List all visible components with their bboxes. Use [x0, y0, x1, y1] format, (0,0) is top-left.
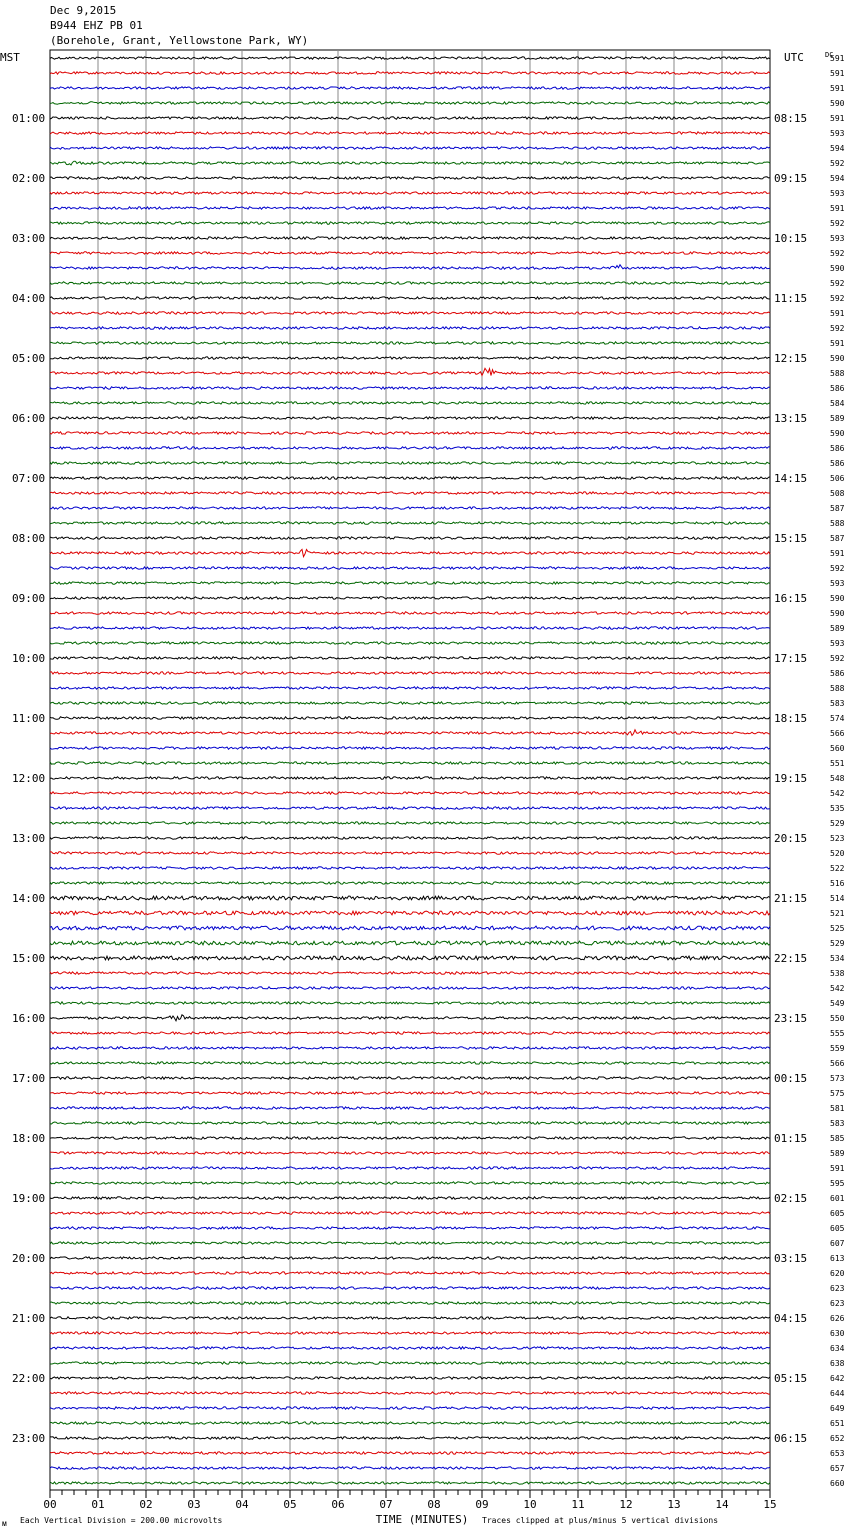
dc-offset-label: 592 [830, 249, 845, 258]
dc-offset-label: 634 [830, 1344, 845, 1353]
x-tick-label: 02 [139, 1498, 153, 1511]
mst-hour-label: 17:00 [12, 1072, 46, 1085]
x-tick-label: 14 [715, 1498, 729, 1511]
x-tick-label: 06 [331, 1498, 345, 1511]
utc-hour-label: 00:15 [774, 1072, 808, 1085]
dc-offset-label: 591 [830, 339, 845, 348]
dc-offset-label: 566 [830, 729, 845, 738]
seismic-trace [50, 1332, 770, 1334]
x-tick-label: 00 [43, 1498, 57, 1511]
mst-hour-label: 22:00 [12, 1372, 46, 1385]
seismic-trace [50, 687, 770, 689]
mst-hour-label: 13:00 [12, 832, 46, 845]
utc-hour-label: 05:15 [774, 1372, 808, 1385]
mst-hour-label: 23:00 [12, 1432, 46, 1445]
seismic-trace [50, 822, 770, 824]
mst-hour-label: 08:00 [12, 532, 46, 545]
seismic-trace [50, 792, 770, 794]
seismic-trace [50, 147, 770, 149]
dc-label: DC [825, 51, 834, 59]
dc-offset-label: 586 [830, 444, 845, 453]
seismic-trace [50, 342, 770, 344]
dc-offset-label: 588 [830, 684, 845, 693]
mst-hour-label: 16:00 [12, 1012, 46, 1025]
seismic-trace [50, 1092, 770, 1094]
dc-offset-label: 652 [830, 1434, 845, 1443]
utc-hour-label: 02:15 [774, 1192, 808, 1205]
dc-offset-label: 595 [830, 1179, 845, 1188]
dc-offset-label: 583 [830, 1119, 845, 1128]
dc-offset-label: 583 [830, 699, 845, 708]
seismic-trace [50, 297, 770, 299]
seismic-trace [50, 1317, 770, 1319]
utc-hour-label: 12:15 [774, 352, 808, 365]
seismic-trace [50, 1167, 770, 1169]
clipping-note: Traces clipped at plus/minus 5 vertical divisions [482, 1516, 719, 1525]
dc-offset-label: 601 [830, 1194, 845, 1203]
mst-hour-label: 19:00 [12, 1192, 46, 1205]
mst-hour-label: 09:00 [12, 592, 46, 605]
seismic-trace [50, 1242, 770, 1244]
dc-offset-label: 573 [830, 1074, 845, 1083]
seismic-trace [50, 207, 770, 209]
dc-offset-label: 581 [830, 1104, 845, 1113]
utc-hour-label: 23:15 [774, 1012, 808, 1025]
dc-offset-label: 592 [830, 159, 845, 168]
seismic-trace [50, 1212, 770, 1214]
seismic-trace [50, 956, 770, 960]
dc-offset-label: 591 [830, 309, 845, 318]
dc-offset-label: 590 [830, 264, 845, 273]
dc-offset-label: 593 [830, 129, 845, 138]
seismic-trace [50, 1347, 770, 1349]
dc-offset-label: 542 [830, 789, 845, 798]
x-tick-label: 05 [283, 1498, 297, 1511]
dc-offset-label: 555 [830, 1029, 845, 1038]
dc-offset-label: 508 [830, 489, 845, 498]
dc-offset-label: 626 [830, 1314, 845, 1323]
x-tick-label: 13 [667, 1498, 681, 1511]
dc-offset-label: 594 [830, 144, 845, 153]
dc-offset-label: 522 [830, 864, 845, 873]
utc-hour-label: 13:15 [774, 412, 808, 425]
mst-label: MST [0, 51, 20, 64]
seismic-trace [50, 432, 770, 434]
utc-hour-label: 21:15 [774, 892, 808, 905]
dc-offset-label: 638 [830, 1359, 845, 1368]
mst-hour-label: 06:00 [12, 412, 46, 425]
station-title: B944 EHZ PB 01 [50, 19, 143, 32]
seismic-trace [50, 368, 770, 375]
dc-offset-label: 529 [830, 939, 845, 948]
seismic-trace [50, 1392, 770, 1394]
seismic-trace [50, 612, 770, 614]
dc-offset-label: 514 [830, 894, 845, 903]
utc-hour-label: 15:15 [774, 532, 808, 545]
dc-offset-label: 560 [830, 744, 845, 753]
seismic-trace [50, 522, 770, 524]
dc-offset-label: 529 [830, 819, 845, 828]
dc-offset-label: 651 [830, 1419, 845, 1428]
seismic-trace [50, 1437, 770, 1439]
dc-offset-label: 575 [830, 1089, 845, 1098]
dc-offset-label: 585 [830, 1134, 845, 1143]
x-tick-label: 07 [379, 1498, 393, 1511]
mst-hour-label: 14:00 [12, 892, 46, 905]
mst-hour-label: 18:00 [12, 1132, 46, 1145]
seismic-trace [50, 972, 770, 974]
date-title: Dec 9,2015 [50, 4, 117, 17]
seismic-trace [50, 1002, 770, 1004]
x-tick-label: 04 [235, 1498, 249, 1511]
mst-hour-label: 20:00 [12, 1252, 46, 1265]
seismic-trace [50, 507, 770, 509]
dc-offset-label: 521 [830, 909, 845, 918]
seismic-trace [50, 357, 770, 359]
seismic-trace [50, 312, 770, 314]
seismic-trace [50, 762, 770, 764]
seismic-trace [50, 926, 770, 930]
seismic-trace [50, 102, 770, 104]
seismic-trace [50, 1197, 770, 1199]
seismic-trace [50, 1257, 770, 1259]
seismic-trace [50, 265, 770, 270]
dc-offset-label: 584 [830, 399, 845, 408]
seismic-trace [50, 672, 770, 674]
dc-offset-label: 590 [830, 429, 845, 438]
dc-offset-label: 592 [830, 654, 845, 663]
dc-offset-label: 548 [830, 774, 845, 783]
dc-offset-label: 587 [830, 534, 845, 543]
seismic-trace [50, 882, 770, 884]
mst-hour-label: 21:00 [12, 1312, 46, 1325]
dc-offset-label: 588 [830, 519, 845, 528]
seismic-trace [50, 1182, 770, 1184]
seismic-trace [50, 57, 770, 59]
seismic-trace [50, 492, 770, 494]
seismic-trace [50, 852, 770, 854]
utc-hour-label: 18:15 [774, 712, 808, 725]
dc-offset-label: 593 [830, 579, 845, 588]
dc-offset-label: 535 [830, 804, 845, 813]
dc-offset-label: 593 [830, 189, 845, 198]
utc-hour-label: 14:15 [774, 472, 808, 485]
seismic-trace [50, 72, 770, 74]
seismic-trace [50, 941, 770, 945]
dc-offset-label: 589 [830, 1149, 845, 1158]
utc-hour-label: 06:15 [774, 1432, 808, 1445]
dc-offset-label: 620 [830, 1269, 845, 1278]
utc-label: UTC [784, 51, 804, 64]
seismic-trace [50, 911, 770, 915]
dc-offset-label: 644 [830, 1389, 845, 1398]
dc-offset-label: 538 [830, 969, 845, 978]
seismic-trace [50, 867, 770, 869]
dc-offset-label: 520 [830, 849, 845, 858]
utc-hour-label: 22:15 [774, 952, 808, 965]
seismic-trace [50, 1107, 770, 1109]
dc-offset-label: 593 [830, 234, 845, 243]
dc-offset-label: 592 [830, 294, 845, 303]
dc-offset-label: 590 [830, 99, 845, 108]
mst-hour-label: 10:00 [12, 652, 46, 665]
seismic-trace [50, 87, 770, 89]
seismic-trace [50, 567, 770, 569]
mst-hour-label: 15:00 [12, 952, 46, 965]
seismic-trace [50, 717, 770, 719]
seismic-trace [50, 327, 770, 329]
x-tick-label: 03 [187, 1498, 201, 1511]
seismic-trace [50, 1032, 770, 1034]
dc-offset-label: 534 [830, 954, 845, 963]
seismic-trace [50, 117, 770, 119]
dc-offset-label: 613 [830, 1254, 845, 1263]
seismic-trace [50, 777, 770, 779]
dc-offset-label: 591 [830, 549, 845, 558]
seismic-trace [50, 1152, 770, 1154]
x-tick-label: 10 [523, 1498, 537, 1511]
mst-hour-label: 05:00 [12, 352, 46, 365]
dc-offset-label: 591 [830, 54, 845, 63]
mst-hour-label: 12:00 [12, 772, 46, 785]
seismic-trace [50, 747, 770, 749]
dc-offset-label: 660 [830, 1479, 845, 1488]
dc-offset-label: 623 [830, 1299, 845, 1308]
seismic-trace [50, 1227, 770, 1229]
utc-hour-label: 20:15 [774, 832, 808, 845]
seismic-trace [50, 549, 770, 556]
dc-offset-label: 592 [830, 564, 845, 573]
dc-offset-label: 574 [830, 714, 845, 723]
seismic-trace [50, 387, 770, 389]
seismic-trace [50, 642, 770, 644]
seismic-trace [50, 582, 770, 584]
seismic-trace [50, 730, 770, 736]
dc-offset-label: 566 [830, 1059, 845, 1068]
seismic-trace [50, 222, 770, 224]
seismic-trace [50, 702, 770, 704]
utc-hour-label: 10:15 [774, 232, 808, 245]
dc-offset-label: 630 [830, 1329, 845, 1338]
utc-hour-label: 09:15 [774, 172, 808, 185]
seismic-trace [50, 132, 770, 134]
dc-offset-label: 588 [830, 369, 845, 378]
seismic-trace [50, 1362, 770, 1364]
location-title: (Borehole, Grant, Yellowstone Park, WY) [50, 34, 309, 47]
seismic-trace [50, 1122, 770, 1124]
seismic-trace [50, 1467, 770, 1469]
dc-offset-label: 657 [830, 1464, 845, 1473]
dc-offset-label: 587 [830, 504, 845, 513]
mst-hour-label: 11:00 [12, 712, 46, 725]
dc-offset-label: 592 [830, 324, 845, 333]
dc-offset-label: 551 [830, 759, 845, 768]
seismic-trace [50, 252, 770, 254]
seismic-trace [50, 417, 770, 419]
seismic-trace [50, 1422, 770, 1424]
dc-offset-label: 592 [830, 279, 845, 288]
dc-offset-label: 586 [830, 669, 845, 678]
x-tick-label: 15 [763, 1498, 777, 1511]
seismic-trace [50, 462, 770, 464]
seismic-trace [50, 1272, 770, 1274]
dc-offset-label: 591 [830, 114, 845, 123]
seismic-trace [50, 837, 770, 839]
utc-hour-label: 03:15 [774, 1252, 808, 1265]
dc-offset-label: 586 [830, 459, 845, 468]
seismic-trace [50, 987, 770, 989]
dc-offset-label: 594 [830, 174, 845, 183]
dc-offset-label: 591 [830, 204, 845, 213]
dc-offset-label: 591 [830, 1164, 845, 1173]
seismic-trace [50, 807, 770, 809]
utc-hour-label: 19:15 [774, 772, 808, 785]
x-tick-label: 09 [475, 1498, 489, 1511]
seismic-trace [50, 402, 770, 404]
dc-offset-label: 523 [830, 834, 845, 843]
dc-offset-label: 591 [830, 69, 845, 78]
seismic-trace [50, 1377, 770, 1379]
seismic-trace [50, 1062, 770, 1064]
dc-offset-label: 589 [830, 624, 845, 633]
seismic-trace [50, 177, 770, 179]
utc-hour-label: 04:15 [774, 1312, 808, 1325]
seismic-trace [50, 237, 770, 239]
dc-offset-label: 623 [830, 1284, 845, 1293]
seismic-trace [50, 282, 770, 284]
mst-hour-label: 07:00 [12, 472, 46, 485]
x-tick-label: 08 [427, 1498, 441, 1511]
x-tick-label: 01 [91, 1498, 105, 1511]
dc-offset-label: 549 [830, 999, 845, 1008]
utc-hour-label: 01:15 [774, 1132, 808, 1145]
seismic-trace [50, 477, 770, 479]
dc-offset-label: 586 [830, 384, 845, 393]
seismic-trace [50, 1482, 770, 1484]
seismic-trace [50, 537, 770, 539]
seismic-trace [50, 1137, 770, 1139]
utc-hour-label: 17:15 [774, 652, 808, 665]
vertical-division-note: Each Vertical Division = 200.00 microvolts [20, 1516, 223, 1525]
utc-hour-label: 08:15 [774, 112, 808, 125]
seismic-trace [50, 1047, 770, 1049]
footer-mark: ᴍ [2, 1519, 7, 1528]
dc-offset-label: 525 [830, 924, 845, 933]
dc-offset-label: 589 [830, 414, 845, 423]
dc-offset-label: 642 [830, 1374, 845, 1383]
mst-hour-label: 03:00 [12, 232, 46, 245]
dc-offset-label: 550 [830, 1014, 845, 1023]
dc-offset-label: 590 [830, 354, 845, 363]
dc-offset-label: 590 [830, 609, 845, 618]
seismic-trace [50, 896, 770, 900]
seismic-trace [50, 1407, 770, 1409]
seismic-trace [50, 627, 770, 629]
seismic-trace [50, 1452, 770, 1454]
seismic-trace [50, 192, 770, 194]
x-tick-label: 11 [571, 1498, 585, 1511]
dc-offset-label: 605 [830, 1224, 845, 1233]
mst-hour-label: 04:00 [12, 292, 46, 305]
x-axis-title: TIME (MINUTES) [375, 1513, 469, 1526]
dc-offset-label: 506 [830, 474, 845, 483]
x-tick-label: 12 [619, 1498, 633, 1511]
dc-offset-label: 593 [830, 639, 845, 648]
mst-hour-label: 01:00 [12, 112, 46, 125]
dc-offset-label: 559 [830, 1044, 845, 1053]
dc-offset-label: 653 [830, 1449, 845, 1458]
dc-offset-label: 542 [830, 984, 845, 993]
dc-offset-label: 516 [830, 879, 845, 888]
dc-offset-label: 592 [830, 219, 845, 228]
seismic-trace [50, 1015, 770, 1021]
dc-offset-label: 607 [830, 1239, 845, 1248]
seismic-trace [50, 657, 770, 659]
seismic-trace [50, 1287, 770, 1289]
mst-hour-label: 02:00 [12, 172, 46, 185]
seismic-trace [50, 1302, 770, 1304]
seismic-trace [50, 447, 770, 449]
seismic-trace [50, 1077, 770, 1079]
seismic-trace [50, 161, 770, 165]
dc-offset-label: 605 [830, 1209, 845, 1218]
utc-hour-label: 11:15 [774, 292, 808, 305]
dc-offset-label: 590 [830, 594, 845, 603]
seismic-trace [50, 597, 770, 599]
dc-offset-label: 649 [830, 1404, 845, 1413]
dc-offset-label: 591 [830, 84, 845, 93]
utc-hour-label: 16:15 [774, 592, 808, 605]
